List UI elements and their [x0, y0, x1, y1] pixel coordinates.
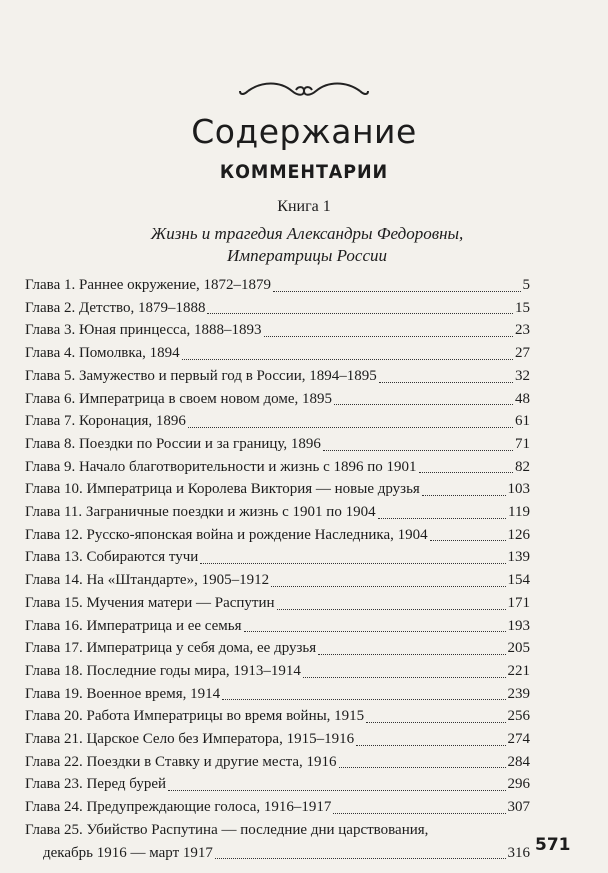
- toc-entry: [25, 478, 530, 501]
- book-title-line: Жизнь и трагедия Александры Федоровны,: [150, 224, 464, 243]
- toc-entry-page: 239: [507, 685, 530, 702]
- toc-entry: [25, 546, 530, 569]
- toc-entry-page: 15: [515, 299, 530, 316]
- toc-entry: [25, 615, 530, 638]
- dot-leader: [264, 336, 513, 337]
- dot-leader: [422, 495, 506, 496]
- toc-entry-page: 139: [507, 549, 530, 566]
- toc-entry-page: 154: [507, 572, 530, 589]
- toc-entry-label: Глава 6. Императрица в своем новом доме, 1895: [25, 390, 332, 407]
- toc-entry-page: 205: [507, 640, 530, 657]
- toc-entry: [25, 297, 530, 320]
- toc-entry: [25, 751, 530, 774]
- toc-entry: [25, 796, 530, 819]
- dot-leader: [366, 722, 505, 723]
- toc-entry-label: Глава 12. Русско-японская война и рождение Наследника, 1904: [25, 526, 428, 543]
- toc-entry-page: 284: [507, 753, 530, 770]
- toc-entry: [25, 524, 530, 547]
- toc-entry-label: Глава 8. Поездки по России и за границу, 1896: [25, 435, 321, 452]
- toc-entry: [25, 705, 530, 728]
- toc-entry-label-continued: декабрь 1916 — март 1917: [43, 844, 213, 861]
- dot-leader: [333, 813, 505, 814]
- toc-entry-page: 316: [507, 844, 530, 861]
- toc-entry-label: Глава 11. Заграничные поездки и жизнь с 1901 по 1904: [25, 504, 376, 521]
- dot-leader: [303, 677, 506, 678]
- toc-entry-page: 27: [515, 345, 530, 362]
- toc-entry-page: 48: [515, 390, 530, 407]
- toc-entry-label: Глава 4. Помолвка, 1894: [25, 345, 180, 362]
- toc-entry-label: Глава 22. Поездки в Ставку и другие места, 1916: [25, 753, 337, 770]
- toc-entry-page: 23: [515, 322, 530, 339]
- toc-entry-label: Глава 24. Предупреждающие голоса, 1916–1917: [25, 799, 332, 816]
- toc-entry: [25, 365, 530, 388]
- toc-entry: [25, 683, 530, 706]
- toc-entry: [25, 342, 530, 365]
- toc-entry: [25, 592, 530, 615]
- table-of-contents: [25, 274, 530, 864]
- dot-leader: [318, 654, 505, 655]
- toc-entry-page: 307: [507, 799, 530, 816]
- dot-leader: [339, 767, 506, 768]
- toc-entry-label: Глава 1. Раннее окружение, 1872–1879: [25, 277, 272, 293]
- toc-entry: [25, 501, 530, 524]
- dot-leader: [323, 450, 513, 451]
- dot-leader: [271, 586, 505, 587]
- toc-entry-page: 296: [507, 776, 530, 793]
- toc-entry-label: Глава 13. Собираются тучи: [25, 549, 199, 566]
- toc-entry: [25, 728, 530, 751]
- toc-entry-label: Глава 2. Детство, 1879–1888: [25, 299, 206, 316]
- toc-entry-label: Глава 25. Убийство Распутина — последние дни царствования,: [25, 821, 429, 838]
- toc-entry-label: Глава 3. Юная принцесса, 1888–1893: [25, 322, 262, 339]
- dot-leader: [356, 745, 505, 746]
- toc-entry: [25, 660, 530, 683]
- toc-entry-label: Глава 14. На «Штандарте», 1905–1912: [25, 572, 270, 589]
- dot-leader: [379, 382, 513, 383]
- toc-entry-label: Глава 10. Императрица и Королева Виктория — новые друзья: [25, 481, 420, 498]
- dot-leader: [222, 699, 505, 700]
- dot-leader: [430, 540, 506, 541]
- dot-leader: [273, 291, 520, 292]
- toc-entry: [25, 410, 530, 433]
- toc-entry-page: 221: [507, 662, 530, 679]
- toc-entry-page: 119: [508, 504, 530, 521]
- toc-entry: [25, 456, 530, 479]
- dot-leader: [207, 313, 513, 314]
- toc-entry-label: Глава 18. Последние годы мира, 1913–1914: [25, 662, 301, 679]
- toc-entry-label: Глава 9. Начало благотворительности и жизнь с 1896 по 1901: [25, 458, 417, 475]
- dot-leader: [182, 359, 513, 360]
- toc-entry-page: 5: [522, 277, 530, 293]
- toc-entry: [25, 569, 530, 592]
- toc-entry: [25, 388, 530, 411]
- toc-entry-page: 71: [515, 435, 530, 452]
- toc-entry-label: Глава 21. Царское Село без Императора, 1915–1916: [25, 731, 355, 748]
- toc-entry-label: Глава 15. Мучения матери — Распутин: [25, 594, 275, 611]
- toc-entry-label: Глава 19. Военное время, 1914: [25, 685, 221, 702]
- dot-leader: [244, 631, 506, 632]
- toc-entry-label: Глава 20. Работа Императрицы во время войны, 1915: [25, 708, 365, 725]
- toc-entry-label: Глава 16. Императрица и ее семья: [25, 617, 242, 634]
- toc-entry: [25, 274, 530, 297]
- toc-entry-page: 171: [507, 594, 530, 611]
- toc-entry-page: 126: [507, 526, 530, 543]
- toc-entry-page: 193: [507, 617, 530, 634]
- dot-leader: [188, 427, 513, 428]
- toc-entry: [25, 319, 530, 342]
- decorative-flourish-icon: [0, 80, 608, 102]
- toc-entry-label: Глава 23. Перед бурей: [25, 776, 167, 793]
- toc-entry-page: 103: [507, 481, 530, 498]
- dot-leader: [334, 404, 513, 405]
- toc-entry-label: Глава 7. Коронация, 1896: [25, 413, 186, 430]
- toc-entry-page: 32: [515, 367, 530, 384]
- page-title: Содержание: [191, 112, 417, 151]
- toc-entry-page: 274: [507, 731, 530, 748]
- dot-leader: [378, 518, 506, 519]
- toc-entry: [25, 773, 530, 796]
- section-heading: КОММЕНТАРИИ: [219, 161, 389, 183]
- toc-entry-label: Глава 5. Замужество и первый год в России, 1894–1895: [25, 367, 377, 384]
- toc-entry: [25, 819, 530, 864]
- book-number: Книга 1: [277, 198, 331, 215]
- dot-leader: [277, 609, 506, 610]
- toc-entry-page: 61: [515, 413, 530, 430]
- toc-entry: [25, 433, 530, 456]
- page-number: 571: [535, 835, 571, 855]
- toc-entry-label: Глава 17. Императрица у себя дома, ее друзья: [25, 640, 317, 657]
- book-title: [120, 223, 494, 267]
- dot-leader: [419, 472, 513, 473]
- toc-entry-page: 256: [507, 708, 530, 725]
- toc-entry: [25, 637, 530, 660]
- dot-leader: [200, 563, 505, 564]
- toc-entry-page: 82: [515, 458, 530, 475]
- dot-leader: [168, 790, 505, 791]
- book-title-line: Императрицы России: [226, 246, 388, 265]
- dot-leader: [215, 858, 506, 859]
